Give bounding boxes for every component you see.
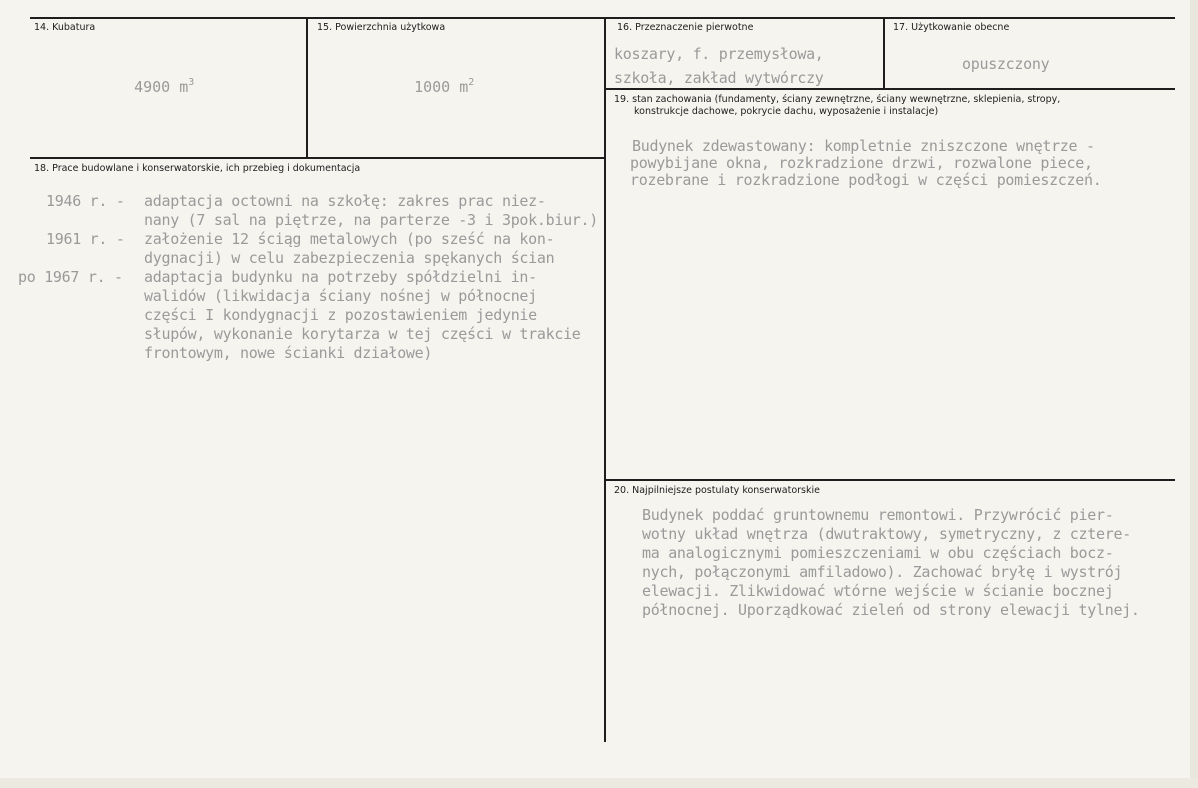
field-20-line: nych, połączonymi amfiladowo). Zachować bryłę i wystrój — [642, 563, 1123, 581]
field-16-line: szkoła, zakład wytwórczy — [614, 69, 824, 87]
field-18-year: po 1967 r. - — [18, 268, 123, 286]
field-20-line: północnej. Uporządkować zieleń od strony elewacji tylnej. — [642, 601, 1140, 619]
field-18-line: części I kondygnacji z pozostawieniem jedynie — [144, 306, 537, 324]
field-16-line: koszary, f. przemysłowa, — [614, 45, 824, 63]
field-20-line: ma analogicznymi pomieszczeniami w obu częściach bocz- — [642, 544, 1114, 562]
card-edge-bottom — [0, 778, 1198, 788]
field-18-year: 1961 r. - — [46, 230, 125, 248]
field-14-label: 14. Kubatura — [34, 22, 96, 33]
divider-14-15 — [306, 17, 308, 158]
field-15-label: 15. Powierzchnia użytkowa — [317, 22, 446, 33]
field-20-line: elewacji. Zlikwidować wtórne wejście w ścianie bocznej — [642, 582, 1114, 600]
divider-main — [604, 17, 606, 742]
field-18-line: walidów (likwidacja ściany nośnej w północnej — [144, 287, 537, 305]
field-18-line: frontowym, nowe ścianki działowe) — [144, 344, 433, 362]
rule-above-f20 — [605, 479, 1175, 481]
field-19-line: rozebrane i rozkradzione podłogi w części pomieszczeń. — [630, 171, 1102, 189]
field-20-label: 20. Najpilniejsze postulaty konserwatorskie — [614, 485, 820, 496]
field-16-label: 16. Przeznaczenie pierwotne — [617, 22, 754, 33]
top-rule — [30, 17, 1175, 19]
rule-above-f19 — [605, 88, 1175, 90]
field-18-line: nany (7 sal na piętrze, na parterze -3 i 3pok.biur.) — [144, 211, 599, 229]
field-18-line: adaptacja budynku na potrzeby spółdzielni in- — [144, 268, 537, 286]
field-14-value: 4900 $m^3$ — [134, 77, 195, 96]
field-19-label: 19. stan zachowania (fundamenty, ściany zewnętrzne, ściany wewnętrzne, sklepienia, stropy, — [614, 94, 1061, 105]
field-17-value: opuszczony — [962, 55, 1050, 73]
field-19-line: Budynek zdewastowany: kompletnie zniszczone wnętrze - — [632, 137, 1095, 155]
divider-16-17 — [883, 17, 885, 89]
field-15-value: 1000 $m^2$ — [414, 77, 475, 96]
field-20-line: Budynek poddać gruntownemu remontowi. Przywrócić pier- — [642, 506, 1114, 524]
field-18-line: adaptacja octowni na szkołę: zakres prac niez- — [144, 192, 546, 210]
field-19-line: powybijane okna, rozkradzione drzwi, rozwalone piece, — [630, 154, 1093, 172]
field-20-line: wotny układ wnętrza (dwutraktowy, symetryczny, z cztere- — [642, 525, 1131, 543]
field-18-line: słupów, wykonanie korytarza w tej części w trakcie — [144, 325, 581, 343]
field-18-year: 1946 r. - — [46, 192, 125, 210]
field-19-label: konstrukcje dachowe, pokrycie dachu, wyposażenie i instalacje) — [634, 106, 939, 117]
field-18-line: dygnacji) w celu zabezpieczenia spękanych ścian — [144, 249, 555, 267]
field-18-line: założenie 12 ściąg metalowych (po sześć na kon- — [144, 230, 555, 248]
card-edge-right — [1190, 0, 1198, 788]
field-17-label: 17. Użytkowanie obecne — [893, 22, 1010, 33]
rule-below-f18-label — [30, 157, 606, 159]
field-18-label: 18. Prace budowlane i konserwatorskie, ich przebieg i dokumentacja — [34, 163, 361, 174]
